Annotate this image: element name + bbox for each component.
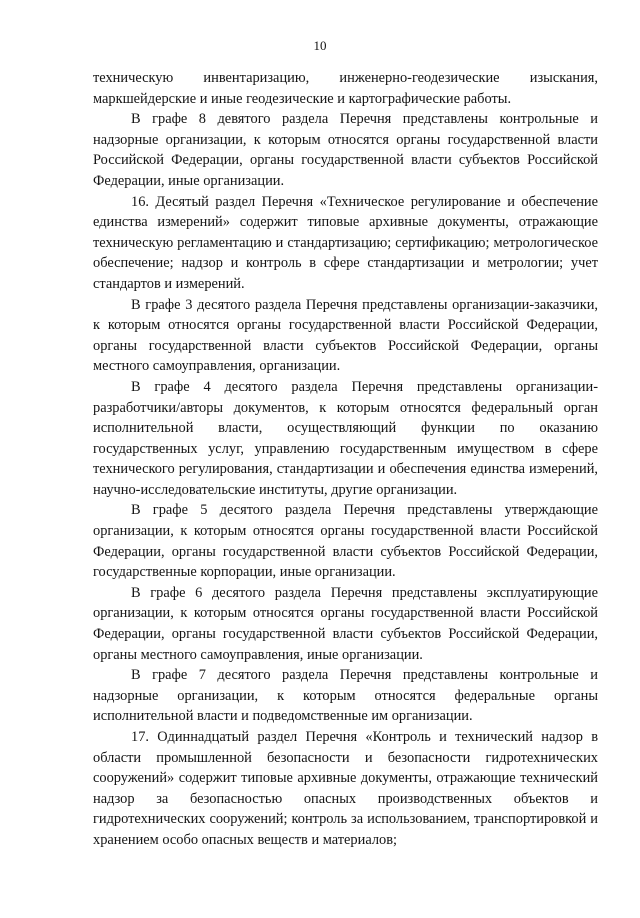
paragraph-5: В графе 4 десятого раздела Перечня представлены организации-разработчики/авторы документов, к которым относятся федеральный орган исполнительной власти, осуществляющий функции по оказанию государственных услуг, управлению государственным имуществом в сфере технического регулирования, стандартизации и обеспечения единства измерений, научно-исследовательские институты, другие организации. [93,378,598,498]
paragraph-2: В графе 8 девятого раздела Перечня представлены контрольные и надзорные организации, к которым относятся органы государственной власти Российской Федерации, органы государственной власти субъектов Российской Федерации, иные организации. [93,111,598,189]
paragraph-6: В графе 5 десятого раздела Перечня представлены утверждающие организации, к которым относятся органы государственной власти Российской Федерации, органы государственной власти субъектов Российской Федерации, государственные корпорации, иные организации. [93,502,598,581]
page-number: 10 [313,38,327,53]
paragraph-9: 17. Одиннадцатый раздел Перечня «Контроль и технический надзор в области промышленной безопасности и безопасности гидротехнических сооружений» содержит типовые архивные документы, отражающие технический надзор за безопасностью опасных производственных объектов и гидротехнических сооружений; контроль за использованием, транспортировкой и хранением особо опасных веществ и материалов; [93,729,598,848]
paragraph-4: В графе 3 десятого раздела Перечня представлены организации-заказчики, к которым относятся органы государственной власти Российской Федерации, органы государственной власти субъектов Российской Федерации, органы местного самоуправления, организации. [93,296,598,375]
document-body [93,68,598,851]
paragraph-3: 16. Десятый раздел Перечня «Техническое регулирование и обеспечение единства измерений» содержит типовые архивные документы, отражающие техническую регламентацию и стандартизацию; сертификацию; метрологическое обеспечение; надзор и контроль в сфере стандартизации и метрологии; учет стандартов и измерений. [93,193,598,292]
paragraph-7: В графе 6 десятого раздела Перечня представлены эксплуатирующие организации, к которым относятся органы государственной власти Российской Федерации, органы государственной власти субъектов Российской Федерации, органы местного самоуправления, иные организации. [93,584,598,663]
paragraph-8: В графе 7 десятого раздела Перечня представлены контрольные и надзорные организации, к которым относятся федеральные органы исполнительной власти и подведомственные им организации. [93,667,598,725]
paragraph-1: техническую инвентаризацию, инженерно-геодезические изыскания, маркшейдерские и иные геодезические и картографические работы. [93,70,598,107]
